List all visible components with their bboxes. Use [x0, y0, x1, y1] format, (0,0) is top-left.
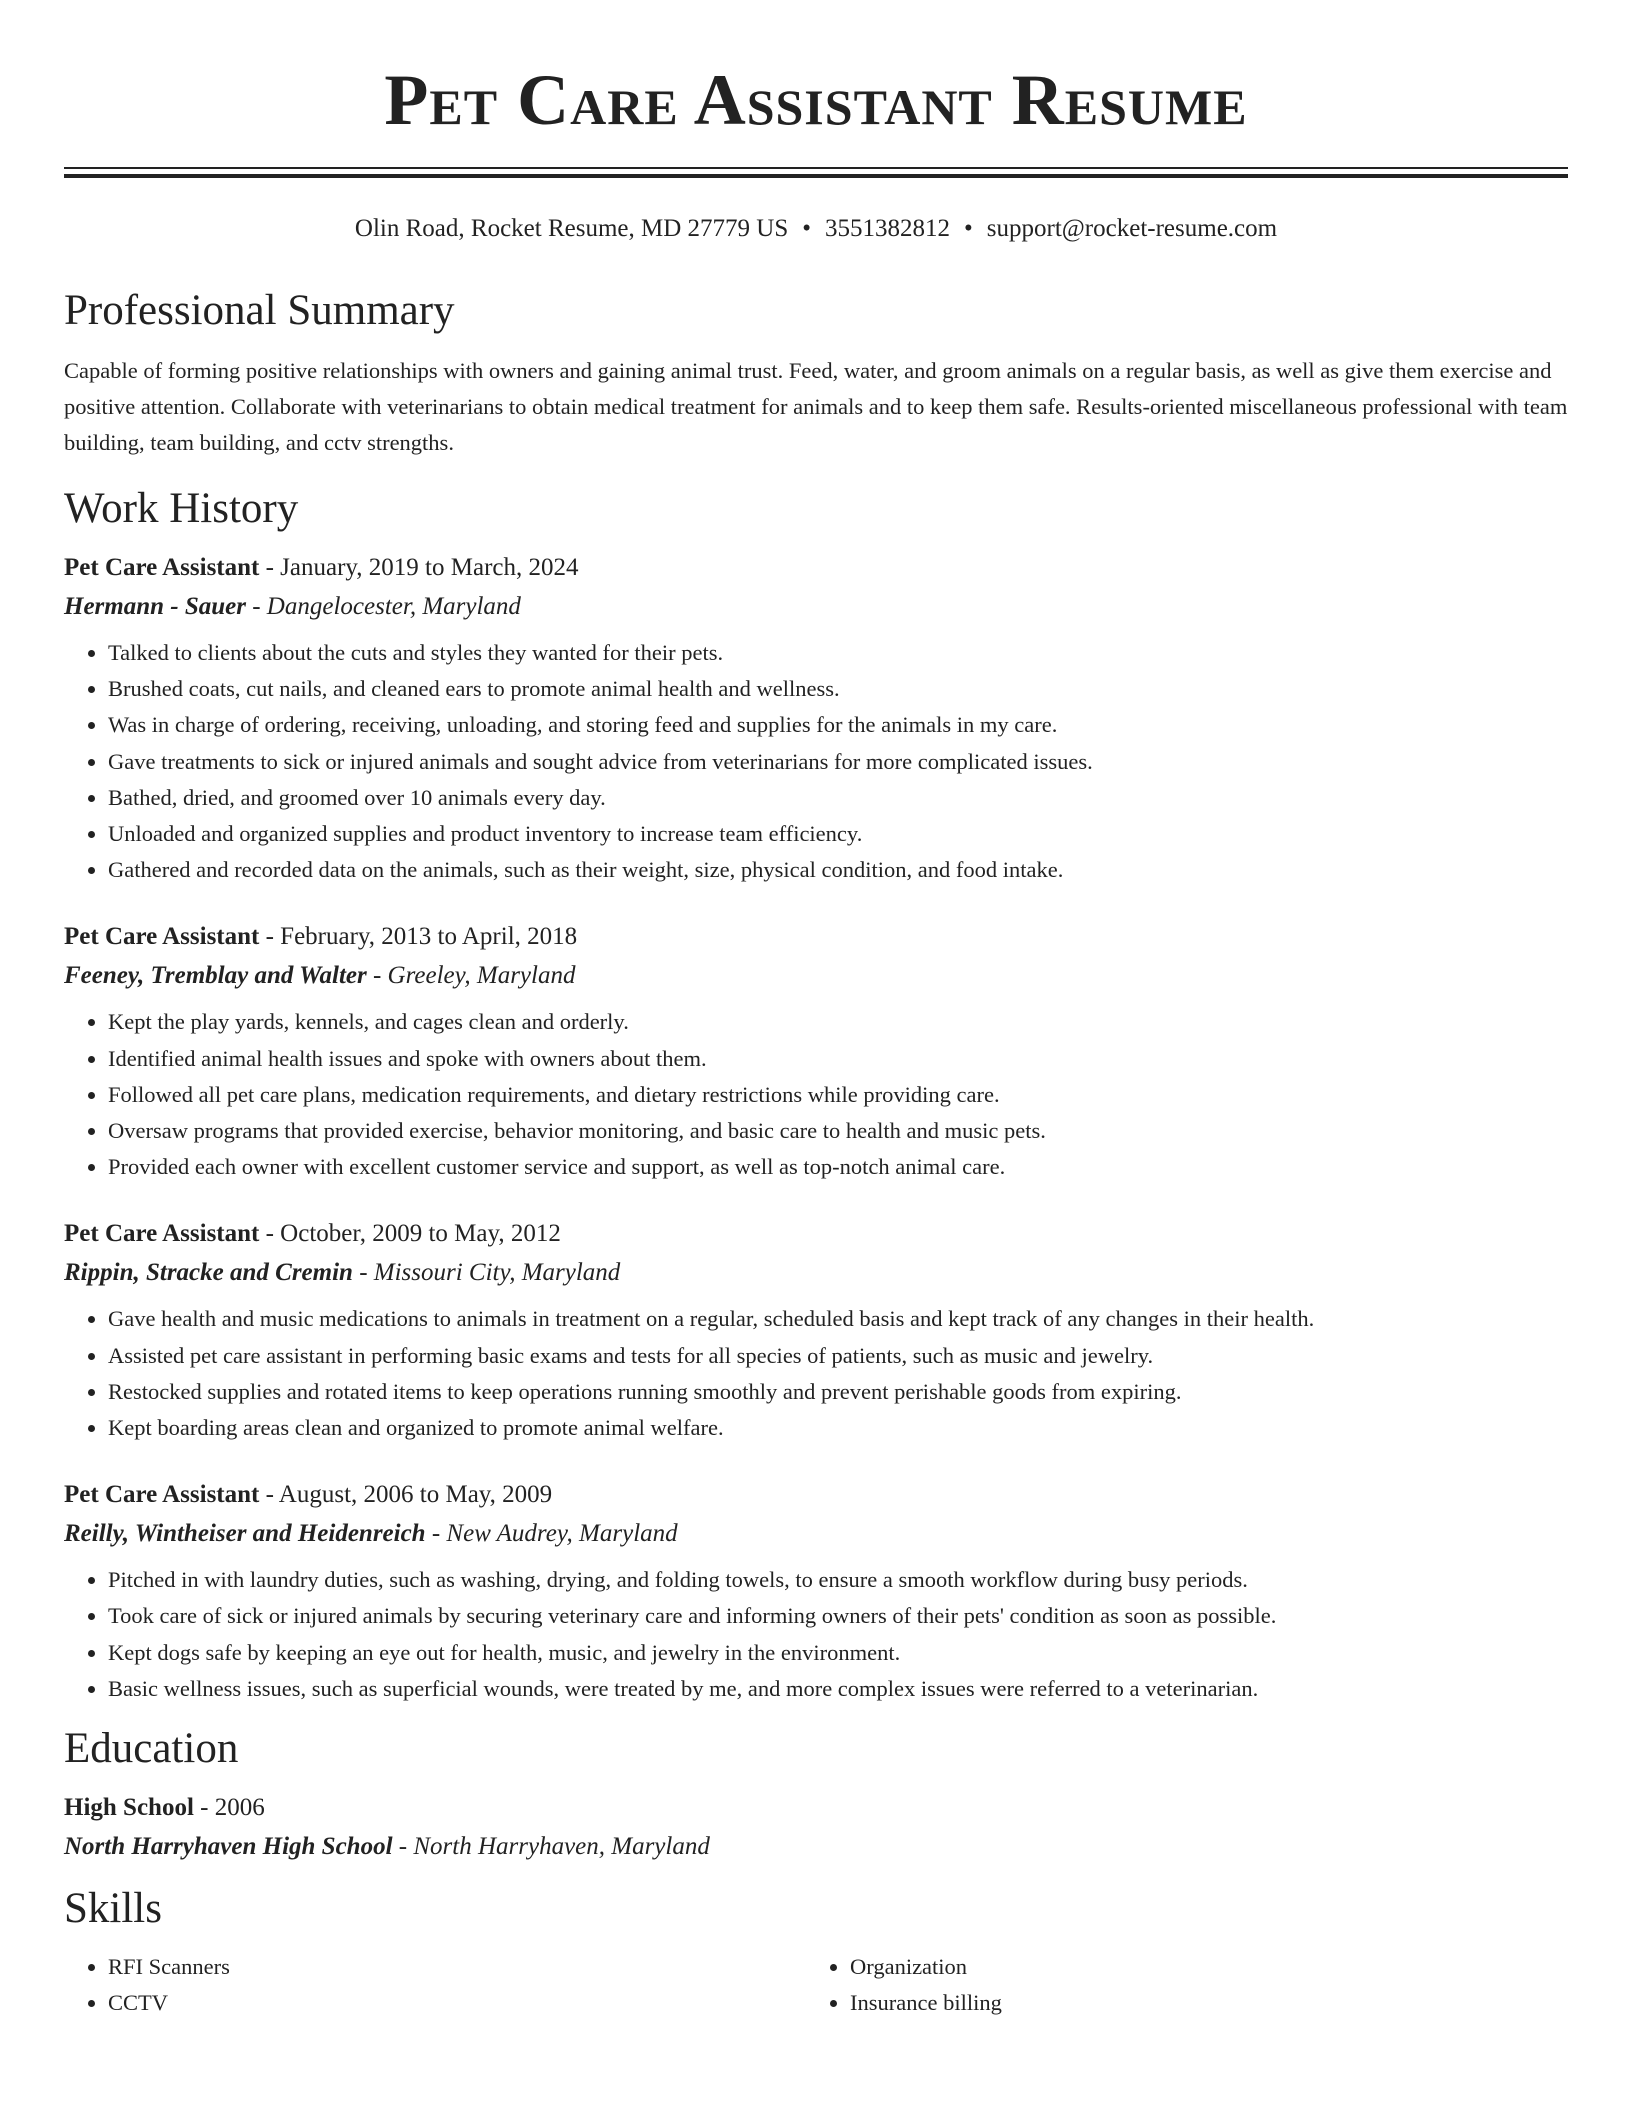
job-title: Pet Care Assistant: [64, 1481, 260, 1509]
job-entry: [64, 918, 1568, 1185]
skills-list: [64, 1949, 806, 2021]
job-bullet: • Kept dogs safe by keeping an eye out for health, music, and jewelry in the environment.: [108, 1635, 1568, 1671]
work-history-section: [64, 483, 1568, 1707]
skills-section: [64, 1883, 1568, 2021]
education-school-line: [64, 1827, 1568, 1867]
job-company-line: [64, 1514, 1568, 1554]
job-bullet: • Took care of sick or injured animals by securing veterinary care and informing owners of their pets' condition as soon as possible.: [108, 1598, 1568, 1634]
job-location: - Missouri City, Maryland: [352, 1259, 621, 1287]
skills-heading: Skills: [64, 1885, 162, 1933]
education-year: - 2006: [193, 1794, 265, 1822]
contact-phone: 3551382812: [825, 215, 951, 242]
education-school: North Harryhaven High School: [64, 1833, 393, 1861]
contact-separator: •: [802, 215, 812, 242]
job-dates: - August, 2006 to May, 2009: [259, 1481, 553, 1509]
job-bullet: • Basic wellness issues, such as superficial wounds, were treated by me, and more complex issues were referred to a veterinarian.: [108, 1671, 1568, 1707]
job-bullet: • Pitched in with laundry duties, such as washing, drying, and folding towels, to ensure a smooth workflow during busy periods.: [108, 1562, 1568, 1598]
education-entry: [64, 1789, 1568, 1867]
contact-address: Olin Road, Rocket Resume, MD 27779 US: [354, 215, 789, 242]
job-title: Pet Care Assistant: [64, 554, 260, 581]
job-title-line: [64, 1476, 1568, 1514]
job-bullet: • Assisted pet care assistant in performing basic exams and tests for all species of patients, such as music and jewelry.: [108, 1338, 1568, 1374]
skill-item: • Organization: [850, 1949, 1548, 1985]
job-company-line: [64, 956, 1568, 996]
summary-heading: Professional Summary: [64, 287, 455, 334]
job-bullet: • Gave health and music medications to animals in treatment on a regular, scheduled basis and kept track of any changes in their health.: [108, 1301, 1568, 1337]
education-degree-line: [64, 1789, 1568, 1827]
job-bullet-list: [64, 1562, 1568, 1707]
job-bullet: • Was in charge of ordering, receiving, unloading, and storing feed and supplies for the animals in my care.: [108, 707, 1568, 743]
job-bullet: • Provided each owner with excellent customer service and support, as well as top-notch animal care.: [108, 1149, 1568, 1185]
divider-thin-line: [64, 167, 1568, 169]
education-degree: High School: [64, 1794, 194, 1822]
job-bullet: • Kept the play yards, kennels, and cages clean and orderly.: [108, 1004, 1568, 1040]
job-bullet: • Followed all pet care plans, medication requirements, and dietary restrictions while providing care.: [108, 1077, 1568, 1113]
job-entry: [64, 1215, 1568, 1446]
contact-line: [64, 213, 1568, 245]
job-title-line: [64, 1215, 1568, 1253]
job-company-line: [64, 587, 1568, 627]
job-company: Reilly, Wintheiser and Heidenreich: [64, 1520, 426, 1548]
skill-item: • Insurance billing: [850, 1985, 1548, 2021]
job-bullet: • Kept boarding areas clean and organized to promote animal welfare.: [108, 1410, 1568, 1446]
job-bullet-list: [64, 1004, 1568, 1185]
job-entry: [64, 1476, 1568, 1707]
job-title-line: [64, 918, 1568, 956]
job-entry: [64, 549, 1568, 888]
job-dates: - January, 2019 to March, 2024: [259, 554, 579, 581]
education-heading: Education: [64, 1725, 239, 1773]
skills-list: [806, 1949, 1548, 2021]
job-bullet: • Unloaded and organized supplies and product inventory to increase team efficiency.: [108, 816, 1568, 852]
divider-thick-line: [64, 174, 1568, 178]
job-bullet: • Identified animal health issues and spoke with owners about them.: [108, 1041, 1568, 1077]
job-location: - Dangelocester, Maryland: [245, 593, 521, 620]
work-history-heading: Work History: [64, 485, 299, 532]
job-bullet: • Gathered and recorded data on the animals, such as their weight, size, physical condition, and food intake.: [108, 852, 1568, 888]
job-title: Pet Care Assistant: [64, 1220, 260, 1248]
education-section: [64, 1723, 1568, 1867]
summary-section: [64, 285, 1568, 461]
summary-text: Capable of forming positive relationships with owners and gaining animal trust. Feed, water, and groom animals on a regular basis, as well as give them exercise and positive attention. Collaborate with veterinarians to obtain medical treatment for animals and to keep them safe. Results-oriented miscellaneous professional with team building, team building, and cctv strengths.: [64, 358, 1568, 455]
job-bullet: • Bathed, dried, and groomed over 10 animals every day.: [108, 780, 1568, 816]
job-bullet-list: [64, 635, 1568, 888]
skills-grid: [64, 1949, 1568, 2021]
skill-item: • RFI Scanners: [108, 1949, 806, 1985]
job-company-line: [64, 1253, 1568, 1293]
job-location: - Greeley, Maryland: [366, 962, 576, 990]
job-company: Feeney, Tremblay and Walter: [64, 962, 367, 990]
job-title-line: [64, 549, 1568, 587]
skill-item: • CCTV: [108, 1985, 806, 2021]
skills-column-right: [806, 1949, 1548, 2021]
education-location: - North Harryhaven, Maryland: [392, 1833, 710, 1861]
job-company: Hermann - Sauer: [64, 593, 246, 620]
job-dates: - October, 2009 to May, 2012: [259, 1220, 561, 1248]
contact-separator: •: [964, 215, 973, 242]
job-title: Pet Care Assistant: [64, 923, 260, 951]
job-bullet: • Restocked supplies and rotated items to keep operations running smoothly and prevent perishable goods from expiring.: [108, 1374, 1568, 1410]
title-divider: [64, 167, 1568, 178]
job-bullet: • Gave treatments to sick or injured animals and sought advice from veterinarians for more complicated issues.: [108, 744, 1568, 780]
resume-title: Pet Care Assistant Resume: [384, 60, 1248, 140]
job-bullet: • Talked to clients about the cuts and styles they wanted for their pets.: [108, 635, 1568, 671]
job-bullet-list: [64, 1301, 1568, 1446]
job-bullet: • Oversaw programs that provided exercise, behavior monitoring, and basic care to health and music pets.: [108, 1113, 1568, 1149]
job-company: Rippin, Stracke and Cremin: [64, 1259, 353, 1287]
job-dates: - February, 2013 to April, 2018: [259, 923, 578, 951]
job-location: - New Audrey, Maryland: [425, 1520, 678, 1548]
contact-email: support@rocket-resume.com: [986, 215, 1278, 242]
skills-column-left: [64, 1949, 806, 2021]
job-bullet: • Brushed coats, cut nails, and cleaned ears to promote animal health and wellness.: [108, 671, 1568, 707]
